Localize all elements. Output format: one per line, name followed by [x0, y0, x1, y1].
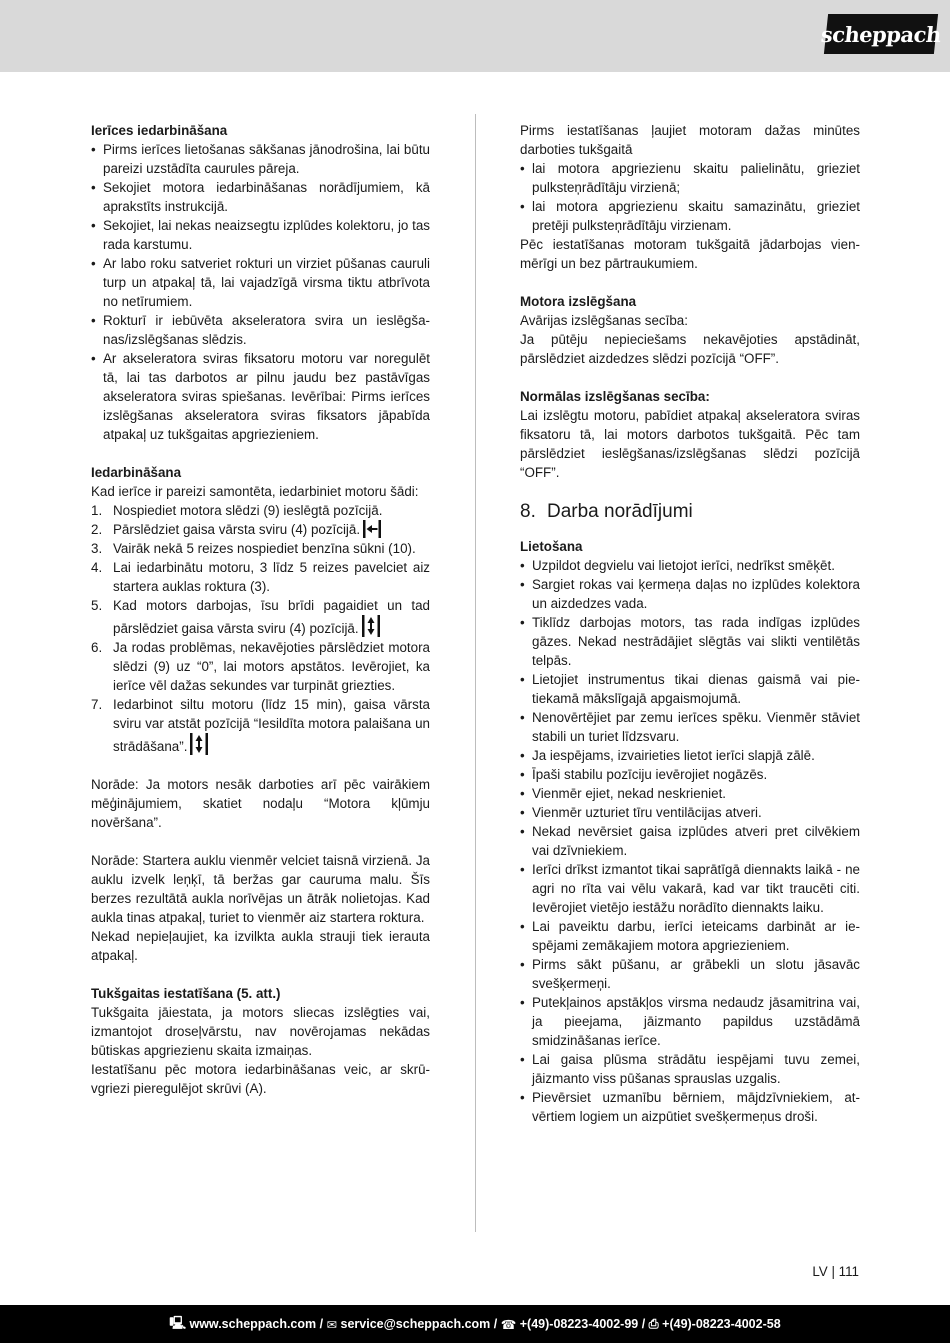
- paragraph: Pēc iestatīšanas motoram tukšgaitā jādarbojas vienmērīgi un bez pārtraukumiem.: [520, 237, 860, 271]
- bullet-list-device-start: [91, 140, 430, 444]
- paragraph: Avārijas izslēgšanas secība:: [520, 313, 688, 328]
- left-column: [91, 121, 430, 1098]
- step-item: [91, 638, 430, 695]
- list-item: • Ar akseleratora sviras fiksatoru motoru var noregulēt tā, lai tas darbotos ar pilnu jaudu bez pastāvīgas akseleratora sviras spiešanas. Ievērībai: Pirms ierīces izslēgšanas akseleratora sviras fiksators jāpabīda atpakaļ uz tukšgaitas apgriezieniem.: [91, 349, 430, 444]
- list-item: • Īpaši stabilu pozīciju ievērojiet nogāzēs.: [520, 765, 860, 784]
- heading-starting: Iedarbināšana: [91, 465, 182, 480]
- step-item: [91, 520, 430, 539]
- list-item: • Rokturī ir iebūvēta akseleratora svira un ieslēgšanas/izslēgšanas slēdzis.: [91, 311, 430, 349]
- separator: /: [490, 1317, 501, 1331]
- numbered-steps: [91, 501, 430, 756]
- step-item: [91, 558, 430, 596]
- step-number: 1.: [91, 503, 103, 518]
- heading-usage: Lietošana: [520, 539, 583, 554]
- separator: /: [316, 1317, 327, 1331]
- list-item: • Ar labo roku satveriet rokturi un virziet pūšanas cauruli turp un atpakaļ tā, lai vajadzīgā virsma tiktu atbrīvota no netīrumiem.: [91, 254, 430, 311]
- step-item: [91, 596, 430, 638]
- list-item: • Nenovērtējiet par zemu ierīces spēku. Vienmēr stāviet stabili un turiet līdzsvaru.: [520, 708, 860, 746]
- choke-run-icon: [189, 733, 209, 755]
- section-number: 8.: [520, 501, 536, 522]
- monitor-icon: 🖳: [169, 1315, 190, 1330]
- website-link[interactable]: www.scheppach.com: [189, 1317, 317, 1331]
- brand-logo: [819, 14, 943, 54]
- bullet-list-idle: [520, 159, 860, 235]
- step-number: 2.: [91, 522, 103, 537]
- paragraph: Kad ierīce ir pareizi samontēta, iedarbiniet motoru šādi:: [91, 484, 419, 499]
- list-item: • Pirms sākt pūšanu, ar grābekli un slotu jāsavāc svešķermeņi.: [520, 955, 860, 993]
- section-title: [520, 500, 860, 524]
- heading-device-start: Ierīces iedarbināšana: [91, 123, 228, 138]
- brand-name: scheppach: [819, 21, 943, 47]
- column-divider: [475, 114, 476, 1232]
- step-number: 6.: [91, 640, 103, 655]
- list-item: • lai motora apgriezienu skaitu palielinātu, grieziet pulksteņrādītāju virzienā;: [520, 159, 860, 197]
- step-number: 3.: [91, 541, 103, 556]
- choke-closed-icon: [362, 520, 382, 538]
- step-text: Kad motors darbojas, īsu brīdi pagaidiet un tad pārslēdziet gaisa vārsta sviru (4) pozīcijā.: [113, 598, 430, 636]
- list-item: • Sargiet rokas vai ķermeņa daļas no izplūdes kolektora un aizdedzes vada.: [520, 575, 860, 613]
- step-number: 7.: [91, 697, 103, 712]
- footer-bar: [0, 1305, 950, 1343]
- list-item: • Vienmēr ejiet, nekad neskrieniet.: [520, 784, 860, 803]
- paragraph: Ja pūtēju nepieciešams nekavējoties apstādināt, pārslēdziet aizdedzes slēdzi pozīcijā “OFF”.: [520, 332, 860, 366]
- list-item: • Vienmēr uzturiet tīru ventilācijas atveri.: [520, 803, 860, 822]
- list-item: • Pievērsiet uzmanību bērniem, mājdzīvniekiem, atvērtiem logiem un aizpūtiet svešķermeņus droši.: [520, 1088, 860, 1126]
- list-item: • Sekojiet, lai nekas neaizsegtu izplūdes kolektoru, jo tas rada karstumu.: [91, 216, 430, 254]
- heading-normal-stop: Normālas izslēgšanas secība:: [520, 389, 710, 404]
- step-text: Nospiediet motora slēdzi (9) ieslēgtā pozīcijā.: [113, 503, 383, 518]
- step-number: 4.: [91, 560, 103, 575]
- list-item: • Lai paveiktu darbu, ierīci ieteicams darbināt ar iespējami zemākajiem motora apgriezieniem.: [520, 917, 860, 955]
- list-item: • Ja iespējams, izvairieties lietot ierīci slapjā zālē.: [520, 746, 860, 765]
- list-item: • Uzpildot degvielu vai lietojot ierīci, nedrīkst smēķēt.: [520, 556, 860, 575]
- right-column: [520, 121, 860, 1126]
- page-number: LV | 111: [812, 1264, 859, 1279]
- list-item: • lai motora apgriezienu skaitu samazinātu, grieziet pretēji pulksteņrādītāju virzienam.: [520, 197, 860, 235]
- list-item: • Ierīci drīkst izmantot tikai saprātīgā diennakts laikā - ne agri no rīta vai vēlu vakarā, kad var tikt traucēti citi. Ievērojiet vietējo iestāžu norādīto diennakts laiku.: [520, 860, 860, 917]
- section-title-text: Darba norādījumi: [547, 501, 693, 522]
- paragraph: Tukšgaita jāiestata, ja motors sliecas izslēgties vai, izmantojot droseļvārstu, nav novērojamas nekādas būtiskas apgriezienu skaita izmaiņas.: [91, 1005, 430, 1058]
- phone-icon: ☎: [500, 1317, 520, 1332]
- header-bar: [0, 0, 950, 72]
- choke-open-icon: [361, 615, 381, 637]
- step-item: [91, 695, 430, 756]
- phone-number[interactable]: +(49)-08223-4002-99: [519, 1317, 639, 1331]
- step-number: 5.: [91, 598, 103, 613]
- paragraph: Iestatīšanu pēc motora iedarbināšanas veic, ar skrūvgriezi pieregulējot skrūvi (A).: [91, 1062, 430, 1096]
- step-item: [91, 539, 430, 558]
- list-item: • Nekad nevērsiet gaisa izplūdes atveri pret cilvēkiem vai dzīvniekiem.: [520, 822, 860, 860]
- step-text: Vairāk nekā 5 reizes nospiediet benzīna sūkni (10).: [113, 541, 416, 556]
- bullet-list-usage: [520, 556, 860, 1126]
- paragraph: Pirms iestatīšanas ļaujiet motoram dažas minūtes darboties tukšgaitā: [520, 123, 860, 157]
- step-text: Pārslēdziet gaisa vārsta sviru (4) pozīcijā.: [113, 522, 361, 537]
- note-paragraph: Nekad nepieļaujiet, ka izvilkta aukla strauji tiek ierauta atpakaļ.: [91, 929, 430, 963]
- heading-engine-stop: Motora izslēgšana: [520, 294, 637, 309]
- fax-number: +(49)-08223-4002-58: [662, 1317, 781, 1331]
- email-link[interactable]: service@scheppach.com: [340, 1317, 491, 1331]
- list-item: • Lai gaisa plūsma strādātu iespējami tuvu zemei, jāizmanto viss pūšanas sprauslas uzgalis.: [520, 1050, 860, 1088]
- list-item: • Lietojiet instrumentus tikai dienas gaismā vai pietiekamā mākslīgajā apgaismojumā.: [520, 670, 860, 708]
- step-text: Lai iedarbinātu motoru, 3 līdz 5 reizes pavelciet aiz startera auklas roktura (3).: [113, 560, 430, 594]
- step-text: Iedarbinot siltu motoru (līdz 15 min), gaisa vārsta sviru var atstāt pozīcijā “Iesildīta motora palaišana un strādāšana”.: [113, 697, 430, 754]
- step-text: Ja rodas problēmas, nekavējoties pārslēdziet motora slēdzi (9) uz “0”, lai motors apstātos. Ievērojiet, ka ierīce vēl dažas sekundes var turpināt griezties.: [113, 640, 430, 693]
- fax-icon: ⎙: [648, 1316, 663, 1331]
- separator: /: [638, 1317, 649, 1331]
- list-item: • Putekļainos apstākļos virsma nedaudz jāsamitrina vai, ja pieejama, jāizmanto papildus uzstādāmā smidzināšanas ierīce.: [520, 993, 860, 1050]
- list-item: • Pirms ierīces lietošanas sākšanas jānodrošina, lai būtu pareizi uzstādīta caurules pāreja.: [91, 140, 430, 178]
- step-item: [91, 501, 430, 520]
- mail-icon: ✉: [326, 1317, 341, 1332]
- list-item: • Sekojiet motora iedarbināšanas norādījumiem, kā aprakstīts instrukcijā.: [91, 178, 430, 216]
- list-item: • Tiklīdz darbojas motors, tas rada indīgas izplūdes gāzes. Nekad nestrādājiet slēgtās vai slikti ventilētās telpās.: [520, 613, 860, 670]
- paragraph: Lai izslēgtu motoru, pabīdiet atpakaļ akseleratora sviras fiksatoru tā, lai motors darbotos tukšgaitā. Pēc tam pārslēdziet ieslēgšanas/izslēgšanas slēdzi pozīcijā “OFF”.: [520, 408, 860, 480]
- heading-idle-adjustment: Tukšgaitas iestatīšana (5. att.): [91, 986, 281, 1001]
- note-paragraph: Norāde: Ja motors nesāk darboties arī pēc vairākiem mēģinājumiem, skatiet nodaļu “Motora kļūmju novēršana”.: [91, 777, 430, 830]
- note-paragraph: Norāde: Startera auklu vienmēr velciet taisnā virzienā. Ja auklu izvelk leņķī, tā beržas gar cauruma malu. Šīs berzes rezultātā aukla norīvējas un ātrāk nolietojas. Kad aukla tinas atpakaļ, turiet to vienmēr aiz startera roktura.: [91, 853, 430, 925]
